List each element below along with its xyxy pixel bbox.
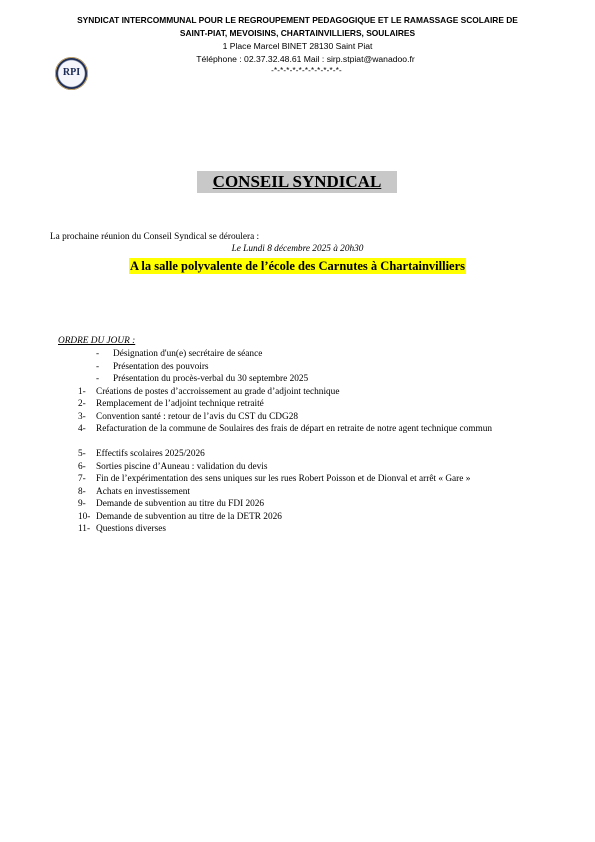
- letterhead: [0, 14, 595, 75]
- document-title: CONSEIL SYNDICAL: [197, 171, 397, 193]
- agenda-item-marker: 9-: [78, 499, 86, 509]
- agenda-item-text: Sorties piscine d’Auneau : validation du devis: [96, 461, 268, 472]
- agenda-item-marker: 3-: [78, 411, 86, 422]
- agenda-item-marker: 5-: [78, 449, 86, 459]
- agenda-item-text: Remplacement de l’adjoint technique retraité: [96, 399, 264, 409]
- organization-name-line1: SYNDICAT INTERCOMMUNAL POUR LE REGROUPEMENT PEDAGOGIQUE ET LE RAMASSAGE SCOLAIRE DE: [77, 15, 518, 25]
- agenda-item-text: Achats en investissement: [96, 486, 190, 497]
- agenda-item-marker: 6-: [78, 461, 86, 472]
- agenda-item-marker: -: [96, 349, 100, 359]
- agenda-item-marker: 8-: [78, 486, 86, 497]
- meeting-date: Le Lundi 8 décembre 2025 à 20h30: [231, 244, 364, 254]
- agenda-item-text: Fin de l’expérimentation des sens uniques sur les rues Robert Poisson et de Dionval et arrêt « Gare »: [96, 474, 471, 484]
- agenda-item-text: Demande de subvention au titre du FDI 2026: [96, 499, 265, 509]
- rpi-logo: [55, 57, 88, 90]
- logo-lettering: RPI: [62, 67, 81, 78]
- agenda-item-marker: 4-: [78, 424, 86, 434]
- meeting-intro: La prochaine réunion du Conseil Syndical se déroulera :: [50, 232, 260, 242]
- agenda-item-text: Présentation du procès-verbal du 30 septembre 2025: [113, 374, 309, 384]
- agenda-title: ORDRE DU JOUR :: [58, 336, 136, 346]
- agenda-item-marker: -: [96, 374, 100, 384]
- agenda-item-text: Refacturation de la commune de Soulaires des frais de départ en retraite de notre agent technique commun: [96, 424, 492, 434]
- agenda-item-marker: -: [96, 361, 100, 372]
- agenda-item-text: Questions diverses: [96, 524, 166, 534]
- agenda-item-text: Effectifs scolaires 2025/2026: [96, 449, 205, 459]
- organization-contact: Téléphone : 02.37.32.48.61 Mail : sirp.stpiat@wanadoo.fr: [196, 53, 415, 64]
- agenda-item-marker: 10-: [78, 511, 91, 522]
- header-separator: -*-*-*-*-*-*-*-*-*-*-*-: [271, 65, 342, 75]
- agenda-item-marker: 2-: [78, 399, 86, 409]
- agenda-item-marker: 11-: [78, 524, 91, 534]
- organization-name-line2: SAINT-PIAT, MEVOISINS, CHARTAINVILLIERS, SOULAIRES: [179, 27, 416, 38]
- agenda-item-marker: 7-: [78, 474, 86, 484]
- agenda-item-text: Présentation des pouvoirs: [113, 361, 209, 372]
- organization-address: 1 Place Marcel BINET 28130 Saint Piat: [222, 40, 373, 51]
- agenda-item-marker: 1-: [78, 386, 86, 397]
- meeting-venue: A la salle polyvalente de l’école des Carnutes à Chartainvilliers: [129, 259, 466, 273]
- agenda-item-text: Convention santé : retour de l’avis du CST du CDG28: [96, 411, 299, 422]
- agenda-item-text: Créations de postes d’accroissement au grade d’adjoint technique: [96, 386, 340, 397]
- agenda-item-text: Désignation d'un(e) secrétaire de séance: [113, 349, 263, 359]
- meeting-venue-line: [0, 257, 595, 275]
- agenda-item-text: Demande de subvention au titre de la DETR 2026: [96, 511, 282, 522]
